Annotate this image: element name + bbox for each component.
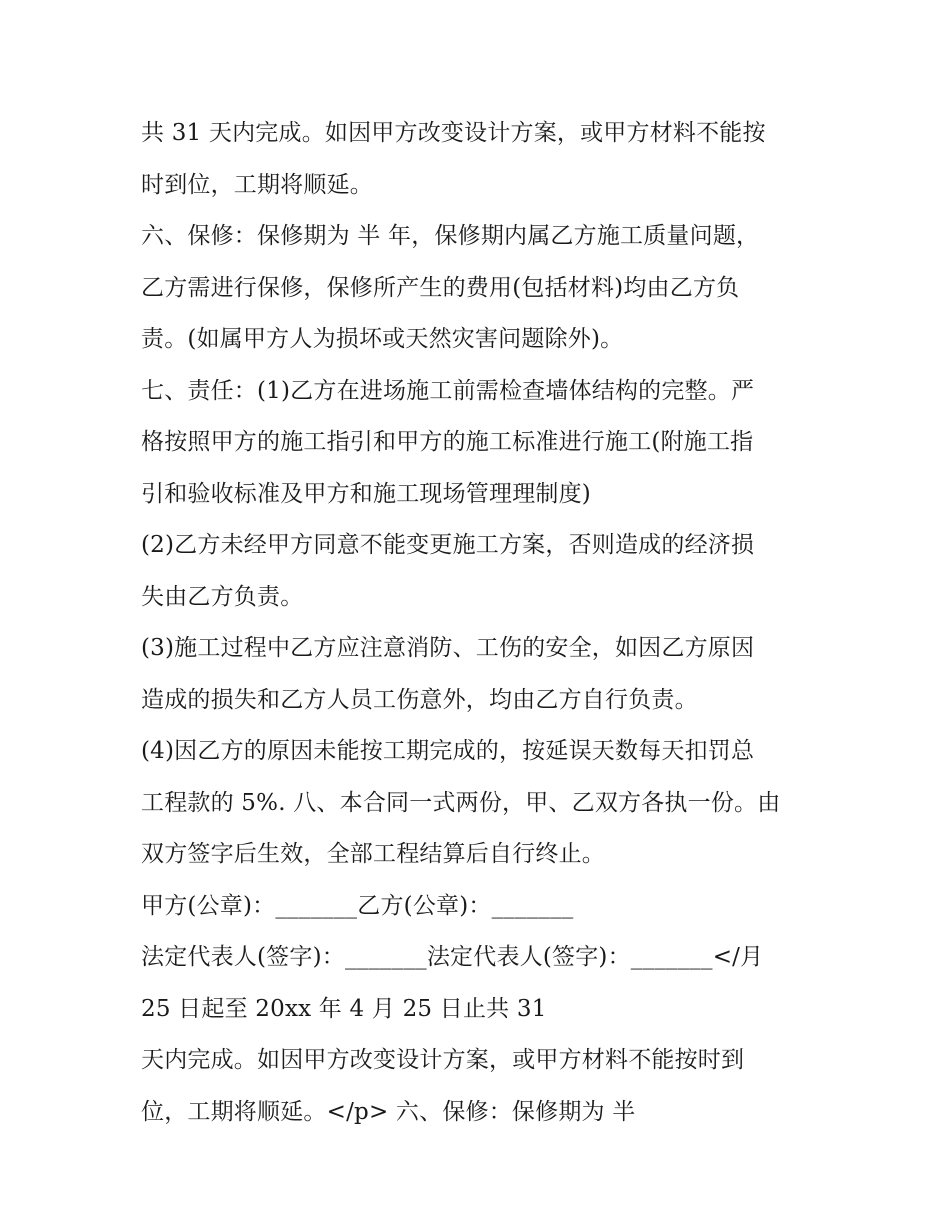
text-line: 共 31 天内完成。如因甲方改变设计方案，或甲方材料不能按 <box>141 120 766 146</box>
text-line: 25 日起至 20xx 年 4 月 25 日止共 31 <box>141 995 547 1022</box>
text-line: 失由乙方负责。 <box>141 583 304 610</box>
text-line: 位，工期将顺延。</p> 六、保修：保修期为 半 <box>141 1098 636 1125</box>
text-line: 天内完成。如因甲方改变设计方案，或甲方材料不能按时到 <box>141 1047 745 1073</box>
text-line: 七、责任：(1)乙方在进场施工前需检查墙体结构的完整。严 <box>141 377 755 404</box>
text-line: (4)因乙方的原因未能按工期完成的，按延误天数每天扣罚总 <box>141 738 755 764</box>
text-line: 责。(如属甲方人为损坏或天然灾害问题除外)。 <box>141 326 624 352</box>
text-line: 乙方需进行保修，保修所产生的费用(包括材料)均由乙方负 <box>141 274 740 301</box>
text-line: (3)施工过程中乙方应注意消防、工伤的安全，如因乙方原因 <box>141 635 755 661</box>
signature-line: 法定代表人(签字)：_______法定代表人(签字)：_______</月 <box>141 944 764 970</box>
text-line: 双方签字后生效，全部工程结算后自行终止。 <box>141 841 605 867</box>
signature-line: 甲方(公章)：_______乙方(公章)：_______ <box>141 892 574 919</box>
text-line: 时到位，工期将顺延。 <box>141 171 373 198</box>
text-line: 格按照甲方的施工指引和甲方的施工标准进行施工(附施工指 <box>141 429 754 455</box>
text-line: 六、保修：保修期为 半 年，保修期内属乙方施工质量问题， <box>141 223 760 249</box>
text-line: 引和验收标准及甲方和施工现场管理理制度) <box>141 480 591 507</box>
contract-text <box>141 108 821 1138</box>
text-line: 造成的损失和乙方人员工伤意外，均由乙方自行负责。 <box>141 686 698 713</box>
text-line: 工程款的 5%. 八、本合同一式两份，甲、乙双方各执一份。由 <box>141 789 781 816</box>
text-line: (2)乙方未经甲方同意不能变更施工方案，否则造成的经济损 <box>141 532 755 558</box>
